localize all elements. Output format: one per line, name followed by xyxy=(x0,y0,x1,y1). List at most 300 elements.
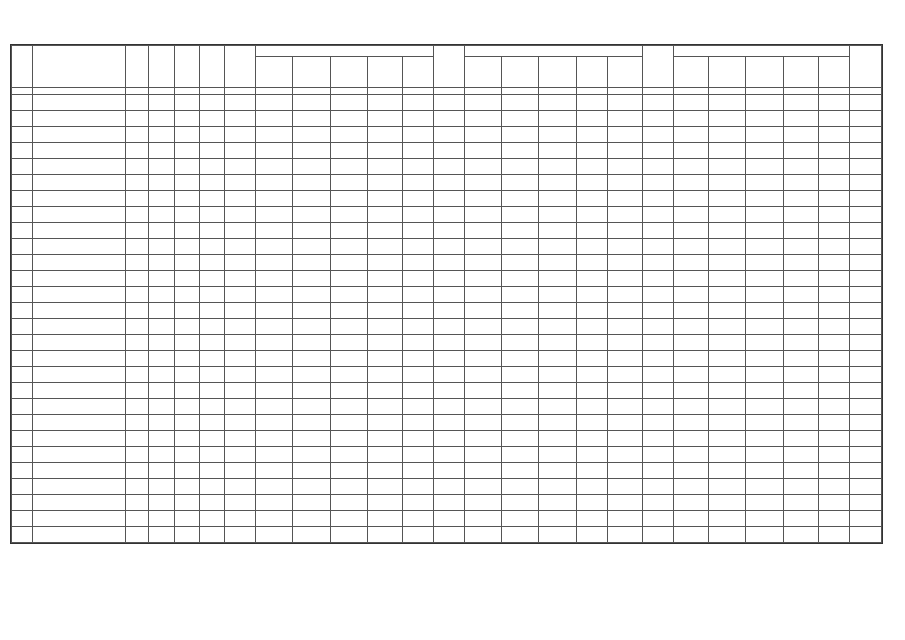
table-cell xyxy=(746,495,783,511)
table-cell xyxy=(12,255,33,271)
table-cell xyxy=(148,351,175,367)
table-row xyxy=(12,399,882,415)
table-cell xyxy=(225,319,256,335)
table-cell xyxy=(256,431,293,447)
table-cell xyxy=(576,127,607,143)
table-cell xyxy=(225,431,256,447)
table-cell xyxy=(433,239,464,255)
table-cell xyxy=(148,271,175,287)
column-number-cell xyxy=(256,88,293,95)
table-cell xyxy=(709,303,746,319)
col-header xyxy=(256,57,293,88)
table-cell xyxy=(502,511,539,527)
table-cell xyxy=(818,495,849,511)
table-cell xyxy=(402,159,433,175)
table-cell xyxy=(402,319,433,335)
table-cell xyxy=(709,495,746,511)
table-cell xyxy=(502,223,539,239)
table-cell xyxy=(175,127,200,143)
table-cell xyxy=(746,287,783,303)
table-cell xyxy=(849,319,881,335)
table-cell xyxy=(330,175,367,191)
table-cell xyxy=(148,191,175,207)
table-cell xyxy=(225,111,256,127)
table-cell xyxy=(367,239,402,255)
table-cell xyxy=(464,191,501,207)
table-cell xyxy=(12,527,33,543)
table-cell xyxy=(200,511,225,527)
table-cell xyxy=(539,367,576,383)
table-cell xyxy=(576,383,607,399)
table-cell xyxy=(200,111,225,127)
table-cell xyxy=(642,335,673,351)
table-cell xyxy=(330,223,367,239)
table-cell xyxy=(293,351,330,367)
column-number-cell xyxy=(746,88,783,95)
table-cell xyxy=(12,383,33,399)
table-cell xyxy=(225,175,256,191)
section-row xyxy=(12,223,882,239)
object-name-cell xyxy=(32,111,125,127)
table-cell xyxy=(673,127,708,143)
table-cell xyxy=(293,111,330,127)
table-cell xyxy=(148,479,175,495)
table-cell xyxy=(367,111,402,127)
column-number-cell xyxy=(125,88,148,95)
table-cell xyxy=(464,271,501,287)
table-cell xyxy=(293,415,330,431)
table-cell xyxy=(125,463,148,479)
table-cell xyxy=(12,271,33,287)
table-cell xyxy=(125,207,148,223)
table-cell xyxy=(402,111,433,127)
table-cell xyxy=(175,335,200,351)
object-name-cell xyxy=(32,239,125,255)
table-cell xyxy=(293,255,330,271)
table-cell xyxy=(225,511,256,527)
table-cell xyxy=(502,239,539,255)
col-header xyxy=(402,57,433,88)
table-cell xyxy=(175,239,200,255)
table-cell xyxy=(746,351,783,367)
table-cell xyxy=(539,319,576,335)
section-row xyxy=(12,319,882,335)
table-cell xyxy=(175,479,200,495)
table-row xyxy=(12,159,882,175)
table-cell xyxy=(402,175,433,191)
table-cell xyxy=(256,191,293,207)
table-cell xyxy=(125,511,148,527)
table-cell xyxy=(502,111,539,127)
table-cell xyxy=(330,495,367,511)
table-cell xyxy=(330,399,367,415)
table-cell xyxy=(539,431,576,447)
table-cell xyxy=(12,511,33,527)
column-number-cell xyxy=(502,88,539,95)
table-cell xyxy=(12,111,33,127)
table-cell xyxy=(125,415,148,431)
table-cell xyxy=(225,95,256,111)
table-cell xyxy=(818,95,849,111)
table-cell xyxy=(200,191,225,207)
col-header xyxy=(175,46,200,88)
table-cell xyxy=(746,239,783,255)
table-cell xyxy=(293,527,330,543)
table-cell xyxy=(433,415,464,431)
table-cell xyxy=(12,335,33,351)
table-cell xyxy=(464,319,501,335)
table-cell xyxy=(818,415,849,431)
table-cell xyxy=(225,335,256,351)
table-cell xyxy=(433,383,464,399)
table-cell xyxy=(849,399,881,415)
object-name-cell xyxy=(32,287,125,303)
table-cell xyxy=(642,431,673,447)
table-cell xyxy=(200,223,225,239)
table-cell xyxy=(367,303,402,319)
table-cell xyxy=(502,495,539,511)
table-cell xyxy=(225,223,256,239)
table-cell xyxy=(642,319,673,335)
table-cell xyxy=(642,367,673,383)
table-cell xyxy=(464,239,501,255)
table-cell xyxy=(464,367,501,383)
table-cell xyxy=(225,527,256,543)
table-cell xyxy=(539,127,576,143)
table-cell xyxy=(200,303,225,319)
table-cell xyxy=(783,111,818,127)
table-cell xyxy=(200,319,225,335)
table-cell xyxy=(746,335,783,351)
table-cell xyxy=(849,527,881,543)
table-cell xyxy=(293,239,330,255)
table-cell xyxy=(12,191,33,207)
table-cell xyxy=(849,431,881,447)
table-cell xyxy=(502,271,539,287)
table-cell xyxy=(330,127,367,143)
table-cell xyxy=(576,271,607,287)
table-cell xyxy=(576,95,607,111)
table-cell xyxy=(148,303,175,319)
table-cell xyxy=(330,111,367,127)
table-cell xyxy=(576,303,607,319)
table-cell xyxy=(367,351,402,367)
table-cell xyxy=(539,239,576,255)
table-cell xyxy=(849,255,881,271)
table-cell xyxy=(539,191,576,207)
table-cell xyxy=(607,511,642,527)
table-cell xyxy=(576,399,607,415)
table-cell xyxy=(673,463,708,479)
table-cell xyxy=(148,159,175,175)
table-cell xyxy=(225,255,256,271)
table-cell xyxy=(464,511,501,527)
object-name-cell xyxy=(32,415,125,431)
table-cell xyxy=(539,271,576,287)
column-number-cell xyxy=(148,88,175,95)
table-cell xyxy=(367,191,402,207)
table-cell xyxy=(256,223,293,239)
table-cell xyxy=(607,271,642,287)
table-cell xyxy=(148,495,175,511)
object-name-cell xyxy=(32,159,125,175)
table-cell xyxy=(330,303,367,319)
table-row xyxy=(12,303,882,319)
table-cell xyxy=(225,495,256,511)
table-cell xyxy=(330,447,367,463)
table-cell xyxy=(256,495,293,511)
table-cell xyxy=(783,143,818,159)
table-cell xyxy=(175,415,200,431)
table-cell xyxy=(849,479,881,495)
table-cell xyxy=(125,335,148,351)
table-row xyxy=(12,495,882,511)
table-cell xyxy=(293,511,330,527)
table-cell xyxy=(539,351,576,367)
table-cell xyxy=(293,143,330,159)
table-cell xyxy=(642,159,673,175)
table-cell xyxy=(502,159,539,175)
table-cell xyxy=(148,207,175,223)
table-cell xyxy=(849,287,881,303)
table-cell xyxy=(576,463,607,479)
table-cell xyxy=(464,447,501,463)
table-cell xyxy=(673,351,708,367)
table-cell xyxy=(746,207,783,223)
table-cell xyxy=(818,527,849,543)
table-cell xyxy=(367,335,402,351)
table-cell xyxy=(330,367,367,383)
table-cell xyxy=(642,239,673,255)
table-cell xyxy=(642,207,673,223)
table-cell xyxy=(433,111,464,127)
table-cell xyxy=(818,159,849,175)
table-cell xyxy=(12,495,33,511)
table-cell xyxy=(539,399,576,415)
table-cell xyxy=(673,239,708,255)
table-cell xyxy=(200,447,225,463)
table-cell xyxy=(464,463,501,479)
table-cell xyxy=(148,143,175,159)
col-header xyxy=(607,57,642,88)
table-cell xyxy=(539,175,576,191)
table-cell xyxy=(783,495,818,511)
table-cell xyxy=(783,223,818,239)
table-cell xyxy=(256,527,293,543)
table-cell xyxy=(402,95,433,111)
column-number-cell xyxy=(464,88,501,95)
table-cell xyxy=(256,511,293,527)
table-cell xyxy=(225,159,256,175)
table-cell xyxy=(433,351,464,367)
column-number-cell xyxy=(367,88,402,95)
col-header xyxy=(849,46,881,88)
table-cell xyxy=(225,447,256,463)
table-cell xyxy=(402,223,433,239)
table-cell xyxy=(175,303,200,319)
table-cell xyxy=(225,415,256,431)
table-cell xyxy=(783,255,818,271)
table-cell xyxy=(402,399,433,415)
col-header xyxy=(32,46,125,88)
table-cell xyxy=(849,511,881,527)
table-cell xyxy=(125,175,148,191)
col-header xyxy=(673,57,708,88)
table-cell xyxy=(402,239,433,255)
column-number-cell xyxy=(607,88,642,95)
table-cell xyxy=(673,415,708,431)
table-cell xyxy=(746,255,783,271)
table-cell xyxy=(175,223,200,239)
table-cell xyxy=(673,303,708,319)
table-cell xyxy=(539,495,576,511)
table-cell xyxy=(746,143,783,159)
table-row xyxy=(12,95,882,111)
table-cell xyxy=(225,271,256,287)
table-cell xyxy=(402,255,433,271)
table-row xyxy=(12,335,882,351)
table-cell xyxy=(642,495,673,511)
table-cell xyxy=(293,271,330,287)
table-cell xyxy=(502,255,539,271)
table-cell xyxy=(746,479,783,495)
table-cell xyxy=(125,127,148,143)
col-header xyxy=(642,46,673,88)
table-cell xyxy=(539,511,576,527)
table-cell xyxy=(464,143,501,159)
table-cell xyxy=(367,287,402,303)
table-cell xyxy=(709,287,746,303)
table-cell xyxy=(746,159,783,175)
table-cell xyxy=(433,495,464,511)
column-number-cell xyxy=(709,88,746,95)
table-cell xyxy=(402,351,433,367)
table-cell xyxy=(200,207,225,223)
table-cell xyxy=(642,303,673,319)
table-cell xyxy=(818,175,849,191)
table-cell xyxy=(673,431,708,447)
table-cell xyxy=(607,143,642,159)
table-cell xyxy=(125,159,148,175)
table-cell xyxy=(293,447,330,463)
table-cell xyxy=(818,127,849,143)
table-cell xyxy=(673,207,708,223)
table-cell xyxy=(642,463,673,479)
table-cell xyxy=(402,303,433,319)
table-cell xyxy=(673,191,708,207)
table-cell xyxy=(673,479,708,495)
table-cell xyxy=(673,335,708,351)
table-cell xyxy=(175,159,200,175)
table-cell xyxy=(256,207,293,223)
object-name-cell xyxy=(32,351,125,367)
col-group-header xyxy=(673,46,849,57)
table-cell xyxy=(433,207,464,223)
table-cell xyxy=(12,431,33,447)
table-cell xyxy=(818,207,849,223)
table-cell xyxy=(539,287,576,303)
table-cell xyxy=(175,383,200,399)
table-cell xyxy=(607,159,642,175)
column-number-cell xyxy=(330,88,367,95)
table-cell xyxy=(175,191,200,207)
table-cell xyxy=(576,191,607,207)
object-name-cell xyxy=(32,479,125,495)
object-name-cell xyxy=(32,463,125,479)
table-cell xyxy=(125,191,148,207)
table-cell xyxy=(12,175,33,191)
table-row xyxy=(12,527,882,543)
table-cell xyxy=(12,287,33,303)
table-row xyxy=(12,287,882,303)
table-cell xyxy=(818,287,849,303)
table-cell xyxy=(367,495,402,511)
table-cell xyxy=(464,207,501,223)
col-header xyxy=(576,57,607,88)
table-cell xyxy=(175,463,200,479)
table-cell xyxy=(293,319,330,335)
table-cell xyxy=(12,447,33,463)
table-cell xyxy=(539,255,576,271)
col-header xyxy=(367,57,402,88)
column-number-cell xyxy=(32,88,125,95)
table-cell xyxy=(200,495,225,511)
table-row xyxy=(12,511,882,527)
table-cell xyxy=(576,239,607,255)
table-cell xyxy=(607,447,642,463)
table-row xyxy=(12,479,882,495)
col-header xyxy=(293,57,330,88)
table-cell xyxy=(464,223,501,239)
table-row xyxy=(12,351,882,367)
table-cell xyxy=(293,207,330,223)
table-cell xyxy=(709,447,746,463)
table-cell xyxy=(746,431,783,447)
table-cell xyxy=(175,527,200,543)
table-cell xyxy=(576,351,607,367)
table-cell xyxy=(433,127,464,143)
table-cell xyxy=(849,191,881,207)
table-cell xyxy=(175,511,200,527)
table-cell xyxy=(709,191,746,207)
table-cell xyxy=(607,303,642,319)
table-cell xyxy=(576,527,607,543)
table-cell xyxy=(12,399,33,415)
table-cell xyxy=(673,255,708,271)
table-cell xyxy=(818,431,849,447)
table-cell xyxy=(849,383,881,399)
table-cell xyxy=(148,111,175,127)
table-cell xyxy=(367,431,402,447)
table-cell xyxy=(293,127,330,143)
table-cell xyxy=(175,143,200,159)
table-cell xyxy=(502,335,539,351)
table-cell xyxy=(200,367,225,383)
table-cell xyxy=(464,127,501,143)
table-cell xyxy=(709,383,746,399)
table-cell xyxy=(148,335,175,351)
table-cell xyxy=(256,415,293,431)
table-cell xyxy=(607,351,642,367)
table-cell xyxy=(148,527,175,543)
table-cell xyxy=(502,399,539,415)
table-cell xyxy=(402,527,433,543)
table-row xyxy=(12,207,882,223)
table-cell xyxy=(818,511,849,527)
table-cell xyxy=(576,255,607,271)
table-cell xyxy=(200,415,225,431)
table-cell xyxy=(673,223,708,239)
